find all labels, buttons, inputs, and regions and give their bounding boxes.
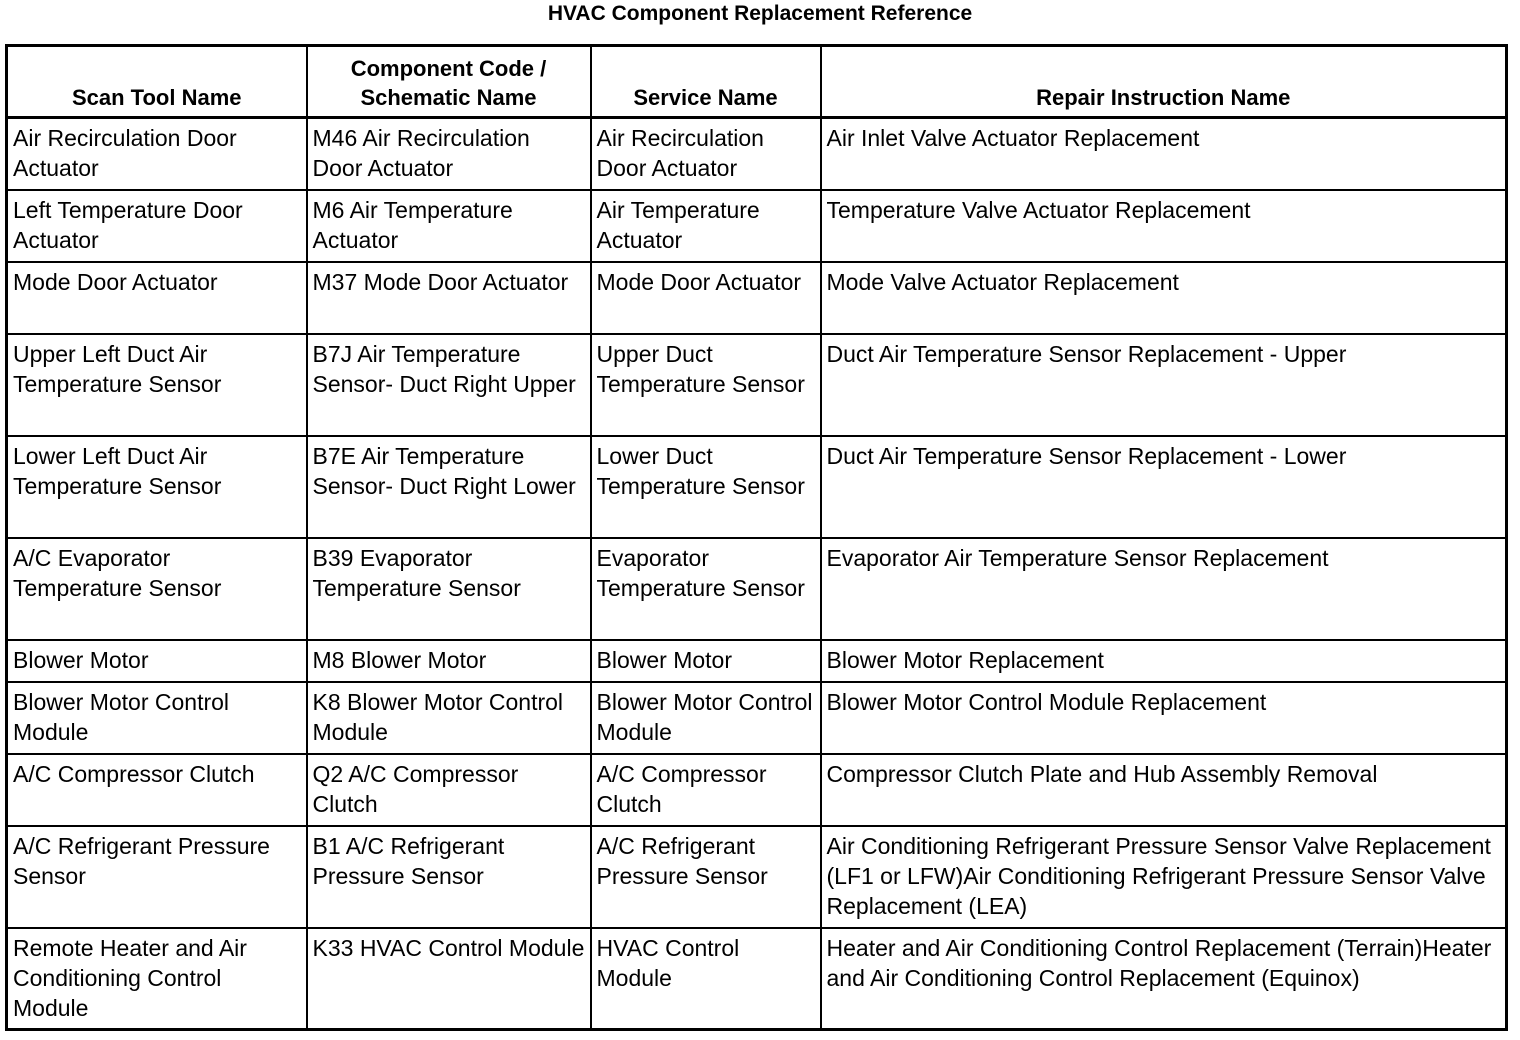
- repair-instruction-cell: Duct Air Temperature Sensor Replacement - Lower: [821, 436, 1507, 538]
- scan-tool-name-cell: Upper Left Duct Air Temperature Sensor: [7, 334, 307, 436]
- header-component-code: Component Code / Schematic Name: [307, 46, 591, 118]
- table-body: [7, 118, 1507, 1030]
- repair-instruction-cell: Compressor Clutch Plate and Hub Assembly Removal: [821, 754, 1507, 826]
- component-code-cell: B7E Air Temperature Sensor- Duct Right Lower: [307, 436, 591, 538]
- component-code-cell: K8 Blower Motor Control Module: [307, 682, 591, 754]
- table-row: [7, 334, 1507, 436]
- service-name-cell: Upper Duct Temperature Sensor: [591, 334, 821, 436]
- header-service-name: Service Name: [591, 46, 821, 118]
- repair-instruction-cell: Duct Air Temperature Sensor Replacement - Upper: [821, 334, 1507, 436]
- repair-instruction-cell: Air Inlet Valve Actuator Replacement: [821, 118, 1507, 190]
- table-row: [7, 928, 1507, 1030]
- repair-instruction-cell: Evaporator Air Temperature Sensor Replacement: [821, 538, 1507, 640]
- table-row: [7, 682, 1507, 754]
- table-row: [7, 754, 1507, 826]
- page-title: HVAC Component Replacement Reference: [547, 2, 973, 25]
- table-row: [7, 436, 1507, 538]
- service-name-cell: Lower Duct Temperature Sensor: [591, 436, 821, 538]
- component-code-cell: Q2 A/C Compressor Clutch: [307, 754, 591, 826]
- component-code-cell: M6 Air Temperature Actuator: [307, 190, 591, 262]
- table-row: [7, 538, 1507, 640]
- service-name-cell: HVAC Control Module: [591, 928, 821, 1030]
- scan-tool-name-cell: Lower Left Duct Air Temperature Sensor: [7, 436, 307, 538]
- service-name-cell: Blower Motor Control Module: [591, 682, 821, 754]
- scan-tool-name-cell: Mode Door Actuator: [7, 262, 307, 334]
- service-name-cell: Evaporator Temperature Sensor: [591, 538, 821, 640]
- scan-tool-name-cell: A/C Compressor Clutch: [7, 754, 307, 826]
- component-code-cell: B39 Evaporator Temperature Sensor: [307, 538, 591, 640]
- table-row: [7, 262, 1507, 334]
- component-code-cell: B1 A/C Refrigerant Pressure Sensor: [307, 826, 591, 928]
- scan-tool-name-cell: Remote Heater and Air Conditioning Control Module: [7, 928, 307, 1030]
- scan-tool-name-cell: A/C Evaporator Temperature Sensor: [7, 538, 307, 640]
- scan-tool-name-cell: Blower Motor: [7, 640, 307, 682]
- repair-instruction-cell: Blower Motor Control Module Replacement: [821, 682, 1507, 754]
- service-name-cell: Mode Door Actuator: [591, 262, 821, 334]
- service-name-cell: Air Temperature Actuator: [591, 190, 821, 262]
- repair-instruction-cell: Mode Valve Actuator Replacement: [821, 262, 1507, 334]
- component-code-cell: K33 HVAC Control Module: [307, 928, 591, 1030]
- repair-instruction-cell: Heater and Air Conditioning Control Replacement (Terrain)Heater and Air Conditioning Control Replacement (Equinox): [821, 928, 1507, 1030]
- table-row: [7, 640, 1507, 682]
- header-repair-instruction-name: Repair Instruction Name: [821, 46, 1507, 118]
- table-row: [7, 118, 1507, 190]
- component-code-cell: B7J Air Temperature Sensor- Duct Right Upper: [307, 334, 591, 436]
- scan-tool-name-cell: A/C Refrigerant Pressure Sensor: [7, 826, 307, 928]
- repair-instruction-cell: Air Conditioning Refrigerant Pressure Sensor Valve Replacement (LF1 or LFW)Air Conditioning Refrigerant Pressure Sensor Valve Replacement (LEA): [821, 826, 1507, 928]
- component-reference-table: [5, 44, 1508, 1031]
- header-row: [7, 46, 1507, 118]
- component-code-cell: M37 Mode Door Actuator: [307, 262, 591, 334]
- repair-instruction-cell: Temperature Valve Actuator Replacement: [821, 190, 1507, 262]
- scan-tool-name-cell: Air Recirculation Door Actuator: [7, 118, 307, 190]
- scan-tool-name-cell: Blower Motor Control Module: [7, 682, 307, 754]
- service-name-cell: Air Recirculation Door Actuator: [591, 118, 821, 190]
- repair-instruction-cell: Blower Motor Replacement: [821, 640, 1507, 682]
- service-name-cell: A/C Compressor Clutch: [591, 754, 821, 826]
- service-name-cell: Blower Motor: [591, 640, 821, 682]
- header-scan-tool-name: Scan Tool Name: [7, 46, 307, 118]
- service-name-cell: A/C Refrigerant Pressure Sensor: [591, 826, 821, 928]
- table-row: [7, 190, 1507, 262]
- scan-tool-name-cell: Left Temperature Door Actuator: [7, 190, 307, 262]
- component-code-cell: M46 Air Recirculation Door Actuator: [307, 118, 591, 190]
- table-header: [7, 46, 1507, 118]
- table-row: [7, 826, 1507, 928]
- component-code-cell: M8 Blower Motor: [307, 640, 591, 682]
